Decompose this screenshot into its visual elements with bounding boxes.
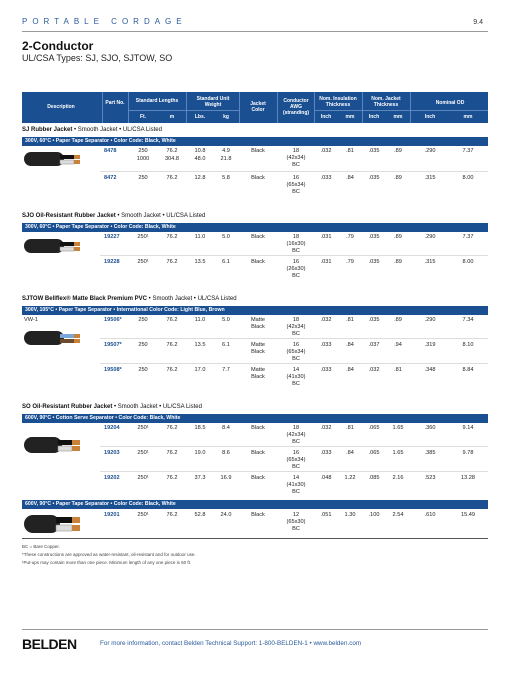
- col-jk-inch: Inch: [368, 114, 380, 120]
- col-od-inch: Inch: [424, 114, 436, 120]
- section-title-sjo: SJO Oil-Resistant Rubber Jacket • Smooth Jacket • UL/CSA Listed: [22, 213, 206, 219]
- contact-line: For more information, contact Belden Technical Support: 1-800-BELDEN-1 • www.belden.com: [100, 640, 362, 647]
- belden-logo: BELDEN: [22, 636, 77, 652]
- col-od: Nominal OD: [435, 100, 465, 106]
- col-m: m: [169, 114, 175, 120]
- col-ins-inch: Inch: [320, 114, 332, 120]
- row-divider: [100, 363, 488, 364]
- col-jacket-color: Jacket Color: [250, 101, 266, 113]
- table-header: [22, 92, 488, 123]
- table-bottom-rule: [22, 538, 488, 539]
- spec-bar: 600V, 90°C • Cotton Serve Separator • Color Code: Black, White: [22, 414, 488, 423]
- page-title: 2-Conductor: [22, 39, 94, 53]
- spec-bar: 600V, 90°C • Paper Tape Separator • Color Code: Black, White: [22, 500, 488, 509]
- row-divider: [100, 255, 488, 256]
- row-divider: [100, 471, 488, 472]
- col-unit-weight: Standard Unit Weight: [196, 96, 230, 108]
- spec-bar: 300V, 60°C • Paper Tape Separator • Color Code: Black, White: [22, 137, 488, 146]
- spec-bar: 300V, 105°C • Paper Tape Separator • International Color Code: Light Blue, Brown: [22, 306, 488, 315]
- col-jk-mm: mm: [393, 114, 403, 120]
- row-divider: [100, 338, 488, 339]
- col-insulation: Nom. Insulation Thickness: [319, 96, 357, 108]
- footnote: *These constructions are approved as water-resistant, oil-resistant and for outdoor use.: [22, 552, 196, 557]
- col-conductor: Conductor AWG (stranding): [282, 98, 310, 116]
- col-lbs: Lbs.: [194, 114, 206, 120]
- col-od-mm: mm: [463, 114, 473, 120]
- col-std-lengths: Standard Lengths: [135, 98, 179, 104]
- section-title-sj: SJ Rubber Jacket • Smooth Jacket • UL/CSA Listed: [22, 127, 162, 133]
- page-subtitle: UL/CSA Types: SJ, SJO, SJTOW, SO: [22, 53, 173, 63]
- cable-image-so-12awg: [24, 512, 84, 538]
- footnote: BC = Bare Copper.: [22, 544, 60, 549]
- cable-image-sjtow: [24, 328, 84, 350]
- cable-image-so: [24, 434, 84, 458]
- header-rule: [22, 31, 488, 32]
- cable-image-sj: [24, 148, 84, 182]
- section-title-sjtow: SJTOW Bellflex® Matte Black Premium PVC • Smooth Jacket • UL/CSA Listed: [22, 296, 237, 302]
- col-ft: Ft.: [139, 114, 147, 120]
- col-part-no: Part No.: [105, 100, 125, 106]
- col-description: Description: [47, 104, 75, 110]
- row-divider: [100, 171, 488, 172]
- row-divider: [100, 446, 488, 447]
- spec-bar: 300V, 60°C • Paper Tape Separator • Color Code: Black, White: [22, 223, 488, 232]
- footnote: ¹Put-ups may contain more than one piece. Minimum length of any one piece is 50 ft.: [22, 560, 192, 565]
- col-jacket-thk: Nom. Jacket Thickness: [371, 96, 401, 108]
- section-title-so: SO Oil-Resistant Rubber Jacket • Smooth Jacket • UL/CSA Listed: [22, 404, 202, 410]
- cable-image-sjo: [24, 236, 84, 258]
- col-kg: kg: [223, 114, 229, 120]
- col-ins-mm: mm: [345, 114, 355, 120]
- page-number: 9.4: [473, 19, 483, 26]
- footer-rule: [22, 629, 488, 630]
- category-header: PORTABLE CORDAGE: [22, 17, 187, 26]
